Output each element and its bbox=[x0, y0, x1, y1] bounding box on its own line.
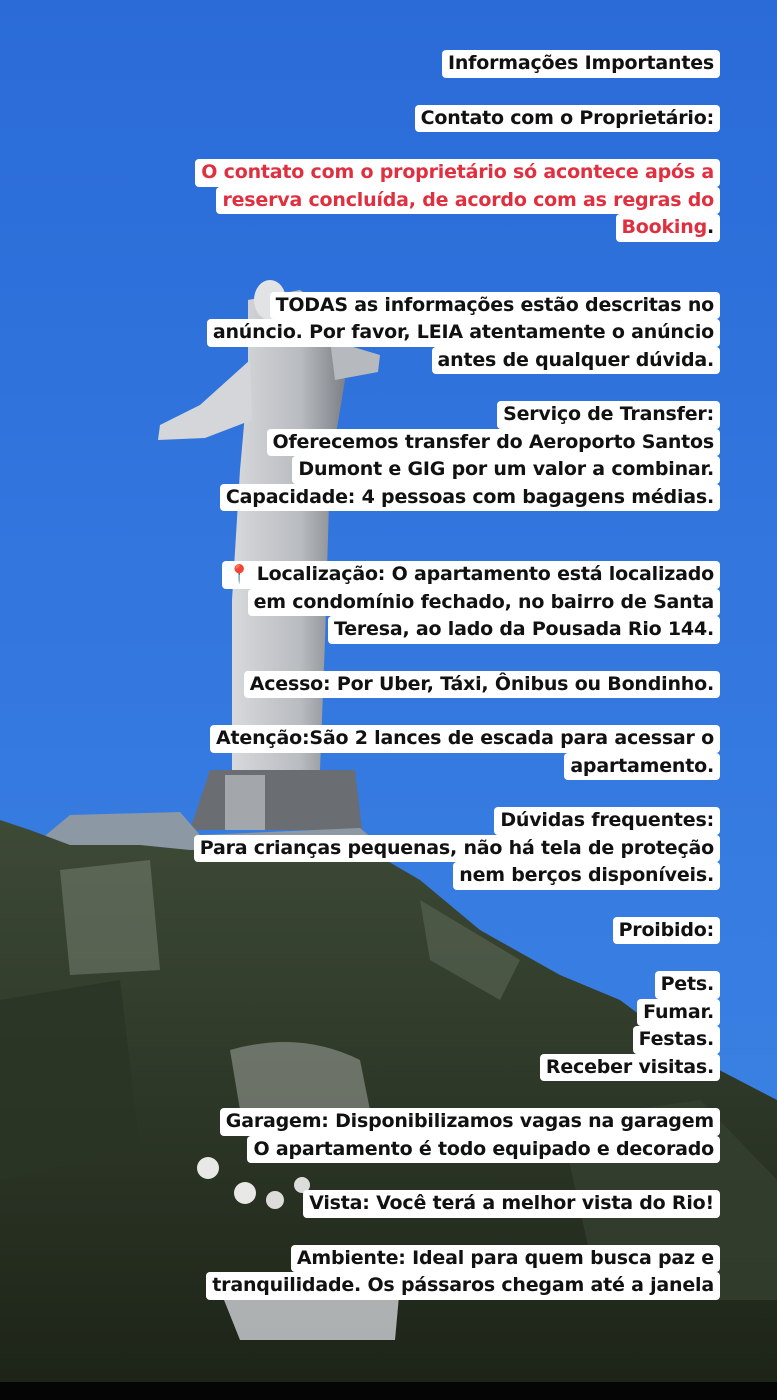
info-stack bbox=[130, 50, 720, 1300]
booking-word: Booking bbox=[621, 216, 707, 238]
garage-line: Garagem: Disponibilizamos vagas na garagem bbox=[220, 1108, 720, 1136]
forbidden-item: Receber visitas. bbox=[540, 1054, 720, 1082]
transfer-block bbox=[220, 401, 720, 511]
transfer-line: Dumont e GIG por um valor a combinar. bbox=[292, 456, 720, 484]
access-block bbox=[244, 671, 720, 699]
ambient-line: tranquilidade. Os pássaros chegam até a janela bbox=[206, 1272, 720, 1300]
contact-heading: Contato com o Proprietário: bbox=[415, 105, 720, 133]
location-block bbox=[222, 561, 720, 644]
map-pin-icon: 📍 bbox=[228, 564, 251, 585]
attention-line: Atenção:São 2 lances de escada para acessar o bbox=[210, 725, 720, 753]
ambient-line: Ambiente: Ideal para quem busca paz e bbox=[291, 1245, 720, 1273]
warning-period: . bbox=[706, 216, 714, 238]
location-text: Localização: O apartamento está localizado bbox=[256, 563, 714, 585]
attention-block bbox=[210, 725, 720, 780]
read-notice-line: antes de qualquer dúvida. bbox=[432, 347, 720, 375]
transfer-capacity: Capacidade: 4 pessoas com bagagens médias. bbox=[220, 484, 720, 512]
forbidden-list bbox=[540, 971, 720, 1081]
view-line: Vista: Você terá a melhor vista do Rio! bbox=[303, 1190, 720, 1218]
contact-warning-block bbox=[195, 159, 720, 242]
bottom-bar bbox=[0, 1382, 777, 1400]
faq-heading: Dúvidas frequentes: bbox=[494, 807, 720, 835]
access-line: Acesso: Por Uber, Táxi, Ônibus ou Bondinho. bbox=[244, 671, 720, 699]
transfer-line: Oferecemos transfer do Aeroporto Santos bbox=[267, 429, 720, 457]
location-line: em condomínio fechado, no bairro de Santa bbox=[248, 589, 720, 617]
view-block bbox=[303, 1190, 720, 1218]
read-notice-line: TODAS as informações estão descritas no bbox=[270, 292, 720, 320]
equipped-line: O apartamento é todo equipado e decorado bbox=[247, 1136, 720, 1164]
forbidden-heading: Proibido: bbox=[613, 917, 720, 945]
title-block bbox=[442, 50, 720, 78]
forbidden-item: Festas. bbox=[633, 1026, 720, 1054]
location-line: Teresa, ao lado da Pousada Rio 144. bbox=[328, 616, 720, 644]
contact-warning-last-line bbox=[616, 214, 721, 242]
read-notice-block bbox=[207, 292, 720, 375]
faq-block bbox=[194, 807, 720, 890]
forbidden-heading-block bbox=[613, 917, 720, 945]
read-notice-line: anúncio. Por favor, LEIA atentamente o anúncio bbox=[207, 319, 720, 347]
attention-line: apartamento. bbox=[564, 753, 720, 781]
forbidden-item: Pets. bbox=[655, 971, 720, 999]
transfer-heading: Serviço de Transfer: bbox=[497, 401, 720, 429]
faq-line: Para crianças pequenas, não há tela de proteção bbox=[194, 835, 720, 863]
faq-line: nem berços disponíveis. bbox=[453, 862, 720, 890]
page-title: Informações Importantes bbox=[442, 50, 720, 78]
contact-warning-line: reserva concluída, de acordo com as regras do bbox=[216, 187, 720, 215]
forbidden-item: Fumar. bbox=[637, 999, 720, 1027]
contact-warning-line: O contato com o proprietário só acontece após a bbox=[195, 159, 720, 187]
location-line bbox=[222, 561, 720, 589]
garage-block bbox=[220, 1108, 720, 1163]
ambient-block bbox=[206, 1245, 720, 1300]
contact-heading-block bbox=[415, 105, 720, 133]
